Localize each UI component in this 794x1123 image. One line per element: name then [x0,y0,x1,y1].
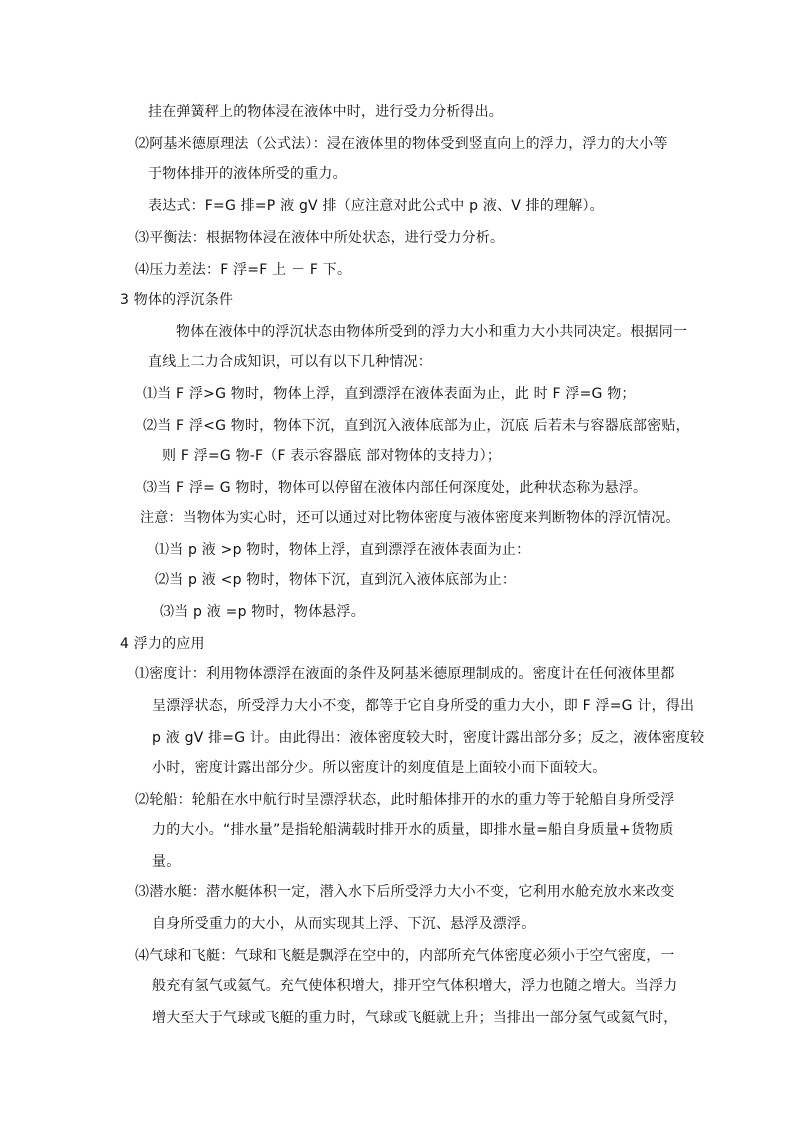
text-line: 增大至大于气球或飞艇的重力时，气球或飞艇就上升；当排出一部分氢气或氦气时， [152,1010,678,1026]
text-line: ⑵当 F 浮<G 物时，物体下沉，直到沉入液体底部为止，沉底 后若未与容器底部密贴， [143,418,690,434]
text-line: 直线上二力合成知识，可以有以下几种情况： [148,354,432,370]
text-line: 呈漂浮状态，所受浮力大小不变，都等于它自身所受的重力大小，即 F 浮=G 计，得出 [152,698,695,714]
text-line: ⑶潜水艇：潜水艇体积一定，潜入水下后所受浮力大小不变，它利用水舱充放水来改变 [135,884,675,900]
text-line: ⑵轮船：轮船在水中航行时呈漂浮状态，此时船体排开的水的重力等于轮船自身所受浮 [135,792,675,808]
text-line: ⑵当 p 液 <p 物时，物体下沉，直到沉入液体底部为止： [155,572,517,588]
text-line: 小时，密度计露出部分少。所以密度计的刻度值是上面较小而下面较大。 [152,760,607,776]
text-line: 挂在弹簧秤上的物体浸在液体中时，进行受力分析得出。 [148,104,503,120]
text-line: ⑵阿基米德原理法（公式法）：浸在液体里的物体受到竖直向上的浮力，浮力的大小等 [135,136,668,152]
text-line: 力的大小。“排水量”是指轮船满载时排开水的质量，即排水量=船自身质量+货物质 [152,822,674,838]
text-line: ⑷气球和飞艇：气球和飞艇是飘浮在空中的，内部所充气体密度必须小于空气密度，一 [135,948,675,964]
text-line: 则 F 浮=G 物-F（F 表示容器底 部对物体的支持力）； [162,448,502,464]
text-line: ⑶当 p 液 =p 物时，物体悬浮。 [160,604,365,620]
text-line: p 液 gV 排=G 计。由此得出：液体密度较大时，密度计露出部分多；反之，液体密度较 [152,730,705,746]
text-line: ⑴当 p 液 >p 物时，物体上浮，直到漂浮在液体表面为止： [155,542,531,558]
text-line: 表达式：F=G 排=P 液 gV 排（应注意对此公式中 p 液、V 排的理解）。 [148,198,604,214]
section-heading: 3 物体的浮沉条件 [120,292,234,308]
text-line: 自身所受重力的大小，从而实现其上浮、下沉、悬浮及漂浮。 [152,916,536,932]
text-line: ⑶平衡法：根据物体浸在液体中所处状态，进行受力分析。 [135,230,505,246]
section-heading: 4 浮力的应用 [120,636,205,652]
text-line: 于物体排开的液体所受的重力。 [148,166,347,182]
text-line: 注意：当物体为实心时，还可以通过对比物体密度与液体密度来判断物体的浮沉情况。 [140,510,680,526]
text-line: ⑶当 F 浮= G 物时，物体可以停留在液体内部任何深度处，此种状态称为悬浮。 [143,480,648,496]
text-line: 物体在液体中的浮沉状态由物体所受到的浮力大小和重力大小共同决定。根据同一 [176,324,688,340]
text-line: 量。 [152,854,181,870]
text-line: ⑴当 F 浮>G 物时，物体上浮，直到漂浮在液体表面为止，此 时 F 浮=G 物； [143,386,636,402]
text-line: ⑴密度计：利用物体漂浮在液面的条件及阿基米德原理制成的。密度计在任何液体里都 [135,666,675,682]
text-line: 般充有氢气或氦气。充气使体积增大，排开空气体积增大，浮力也随之增大。当浮力 [152,978,678,994]
text-line: ⑷压力差法：F 浮=F 上 － F 下。 [135,262,352,278]
